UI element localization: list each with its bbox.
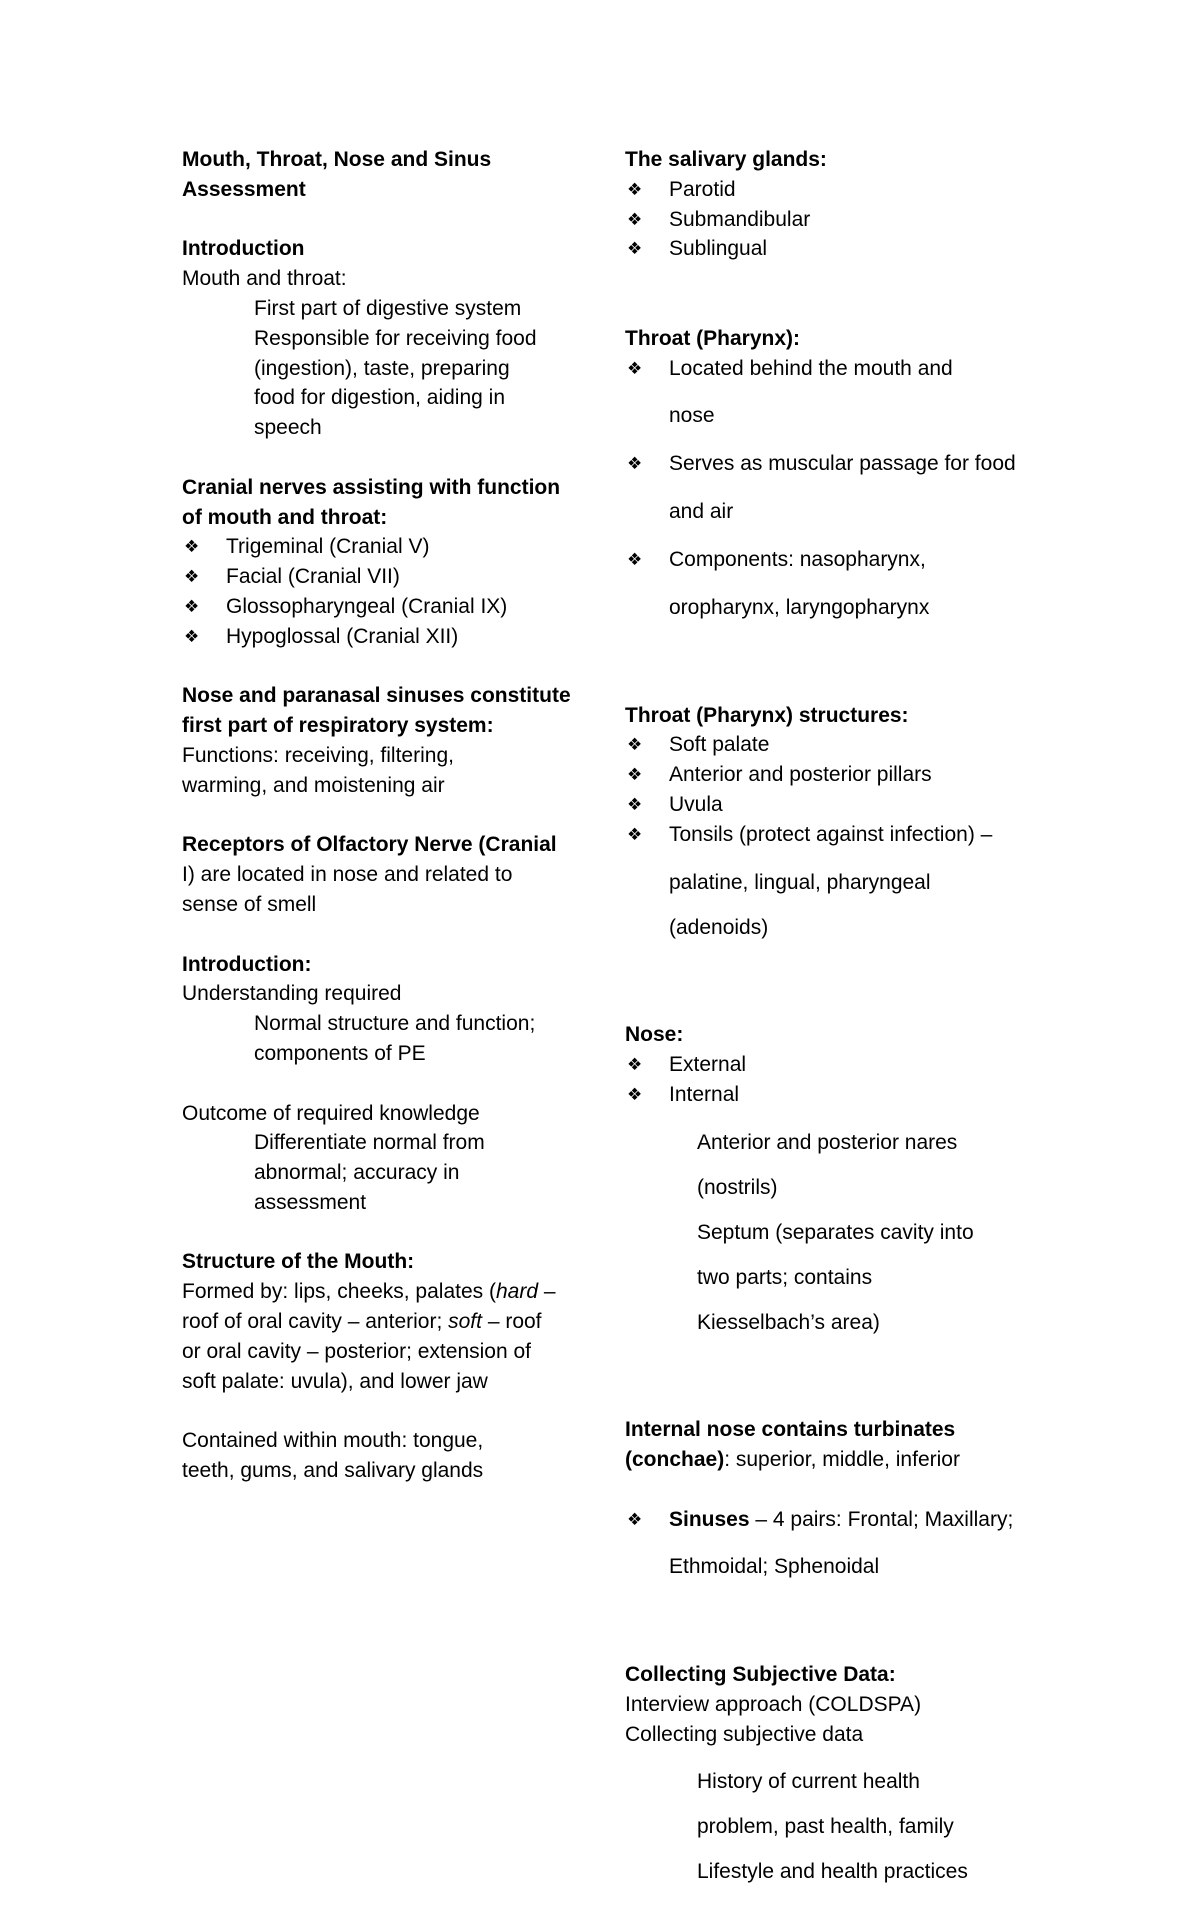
subjective-sub-line: problem, past health, family — [697, 1815, 954, 1839]
throat-structure-item: ❖ Uvula — [625, 790, 1045, 820]
outcome-line: assessment — [254, 1190, 367, 1214]
structure-text: Formed by: lips, cheeks, palates ( — [182, 1280, 496, 1304]
olfactory-heading: Receptors of Olfactory Nerve (Cranial — [182, 833, 557, 857]
nose-item: ❖ Internal — [625, 1080, 1045, 1110]
understanding-line: Normal structure and function; — [254, 1012, 536, 1036]
mouth-throat-label: Mouth and throat: — [182, 267, 347, 291]
contained-line: Contained within mouth: tongue, — [182, 1429, 484, 1453]
sinuses-label: Sinuses — [669, 1507, 750, 1531]
structure-line: or oral cavity – posterior; extension of — [182, 1339, 532, 1363]
sinuses-item — [625, 1505, 1045, 1535]
document-title-line-2: Assessment — [182, 177, 306, 201]
turbinates-heading: Internal nose contains turbinates — [625, 1418, 956, 1442]
nose-sub-line: Anterior and posterior nares — [697, 1130, 958, 1154]
nose-sub-line: (nostrils) — [697, 1175, 778, 1199]
cranial-nerve-item: ❖ Facial (Cranial VII) — [182, 562, 582, 592]
nose-sub-line: Septum (separates cavity into — [697, 1220, 974, 1244]
throat-item: ❖ Components: nasopharynx, — [625, 545, 1045, 575]
outcome-line: Differentiate normal from — [254, 1131, 485, 1155]
document-title-line-1: Mouth, Throat, Nose and Sinus — [182, 148, 492, 171]
tonsils-item-cont: palatine, lingual, pharyngeal — [669, 870, 931, 894]
structure-line — [182, 1307, 582, 1337]
mouth-throat-line: food for digestion, aiding in — [254, 386, 506, 410]
sinuses-rest: – 4 pairs: Frontal; Maxillary; — [749, 1507, 1014, 1531]
salivary-item: ❖ Parotid — [625, 175, 1045, 205]
tonsils-item: ❖ Tonsils (protect against infection) – — [625, 820, 1045, 850]
throat-item: ❖ Located behind the mouth and — [625, 354, 1045, 384]
right-column — [625, 145, 1045, 1905]
subjective-line: Collecting subjective data — [625, 1722, 864, 1746]
nose-heading: Nose: — [625, 1023, 684, 1047]
mouth-throat-line: First part of digestive system — [254, 296, 522, 320]
nose-sub-line: Kiesselbach’s area) — [697, 1310, 880, 1334]
contained-line: teeth, gums, and salivary glands — [182, 1459, 484, 1483]
structure-line: soft palate: uvula), and lower jaw — [182, 1369, 488, 1393]
nose-functions-line: Functions: receiving, filtering, — [182, 743, 454, 767]
structure-text: – — [538, 1280, 556, 1304]
salivary-item: ❖ Sublingual — [625, 234, 1045, 264]
salivary-heading: The salivary glands: — [625, 148, 827, 171]
nose-sub-line: two parts; contains — [697, 1265, 873, 1289]
mouth-throat-line: (ingestion), taste, preparing — [254, 356, 510, 380]
nose-sinuses-heading: Nose and paranasal sinuses constitute — [182, 684, 571, 708]
turbinates-line — [625, 1445, 1045, 1475]
turbinates-rest: : superior, middle, inferior — [724, 1447, 960, 1471]
nose-sinuses-heading: first part of respiratory system: — [182, 714, 494, 738]
subjective-line: Interview approach (COLDSPA) — [625, 1692, 922, 1716]
salivary-item: ❖ Submandibular — [625, 205, 1045, 235]
mouth-throat-line: Responsible for receiving food — [254, 326, 537, 350]
throat-structure-item: ❖ Anterior and posterior pillars — [625, 760, 1045, 790]
nose-item: ❖ External — [625, 1050, 1045, 1080]
throat-item-cont: and air — [669, 500, 734, 524]
subjective-sub-line: History of current health — [697, 1770, 920, 1794]
olfactory-line: sense of smell — [182, 892, 317, 916]
cranial-nerve-item: ❖ Glossopharyngeal (Cranial IX) — [182, 592, 582, 622]
turbinates-conchae: (conchae) — [625, 1447, 725, 1471]
subjective-sub-line: Lifestyle and health practices — [697, 1860, 968, 1884]
throat-item: ❖ Serves as muscular passage for food — [625, 449, 1045, 479]
sinuses-item-cont: Ethmoidal; Sphenoidal — [669, 1555, 880, 1579]
structure-italic-hard: hard — [495, 1280, 538, 1304]
subjective-heading: Collecting Subjective Data: — [625, 1662, 896, 1686]
cranial-nerves-heading: of mouth and throat: — [182, 505, 388, 529]
tonsils-item-cont: (adenoids) — [669, 915, 769, 939]
understanding-label: Understanding required — [182, 982, 402, 1006]
structure-heading: Structure of the Mouth: — [182, 1250, 415, 1274]
cranial-nerve-item: ❖ Trigeminal (Cranial V) — [182, 532, 582, 562]
introduction-2-heading: Introduction: — [182, 952, 312, 976]
nose-functions-line: warming, and moistening air — [182, 773, 445, 797]
structure-italic-soft: soft — [448, 1310, 482, 1334]
throat-structure-item: ❖ Soft palate — [625, 730, 1045, 760]
outcome-line: abnormal; accuracy in — [254, 1161, 460, 1185]
throat-heading: Throat (Pharynx): — [625, 326, 801, 350]
cranial-nerves-heading: Cranial nerves assisting with function — [182, 475, 561, 499]
outcome-label: Outcome of required knowledge — [182, 1101, 480, 1125]
mouth-throat-line: speech — [254, 416, 322, 440]
left-column — [182, 145, 582, 1486]
understanding-line: components of PE — [254, 1041, 426, 1065]
throat-structures-heading: Throat (Pharynx) structures: — [625, 703, 909, 727]
olfactory-line: I) are located in nose and related to — [182, 863, 513, 887]
throat-item-cont: nose — [669, 404, 715, 428]
structure-text: – roof — [481, 1310, 542, 1334]
structure-line — [182, 1277, 582, 1307]
cranial-nerve-item: ❖ Hypoglossal (Cranial XII) — [182, 622, 582, 652]
structure-text: roof of oral cavity – anterior; — [182, 1310, 449, 1334]
throat-item-cont: oropharynx, laryngopharynx — [669, 595, 930, 619]
introduction-heading: Introduction — [182, 237, 305, 261]
